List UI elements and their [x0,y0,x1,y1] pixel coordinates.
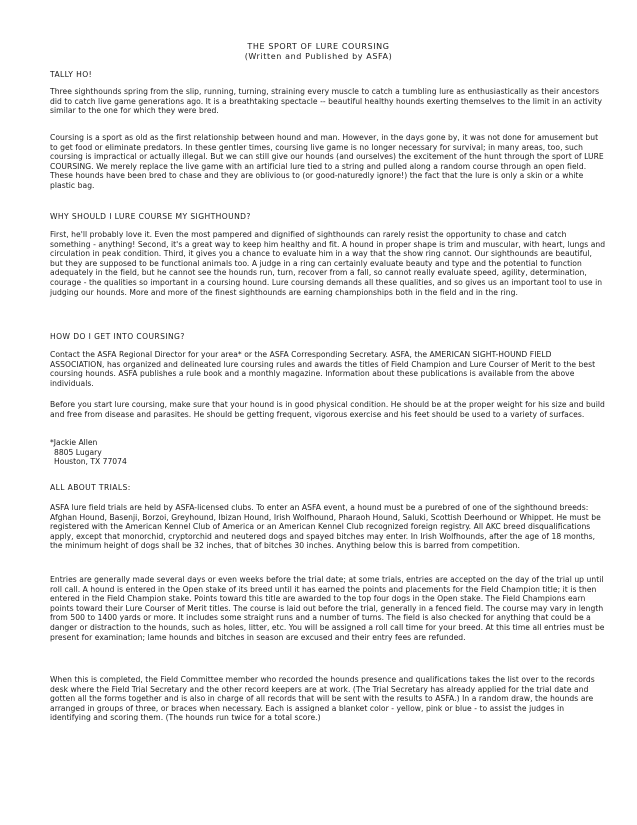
paragraph-history: Coursing is a sport as old as the first relationship between hound and man. However, in the days gone by, it was not done for amusement but to get food or eliminate predators. In these gentler times, coursing live game is no longer necessary for survival; in many areas, too, such coursing is impractical or actually illegal. But we can still give our hounds (and ourselves) the excitement of the hunt through the sport of LURE COURSING. We merely replace the live game with an artificial lure tied to a string and pulled along a random course through an open field. These hounds have been bred to chase and they are oblivious to (or good-naturedly ignore!) the fact that the lure is only a skin or a white plastic bag. [50,133,604,190]
paragraph-draw: When this is completed, the Field Committee member who recorded the hounds presence and qualifications takes the list over to the records desk where the Field Trial Secretary and the other record keepers are at work. (The Trial Secretary has already applied for the trial date and gotten all the forms together and is also in charge of all records that will be sent with the results to ASFA.) In a random draw, the hounds are arranged in groups of three, or braces when necessary. Each is assigned a blanket color - yellow, pink or blue - to assist the judges in identifying and scoring them. (The hounds run twice for a total score.) [50,675,595,723]
contact-address [50,438,606,467]
document-title: THE SPORT OF LURE COURSING [247,42,390,51]
greeting: TALLY HO! [50,70,93,79]
document-subtitle: (Written and Published by ASFA) [244,52,393,61]
contact-name: *Jackie Allen [50,438,98,447]
heading-trials: ALL ABOUT TRIALS: [50,483,131,492]
heading-how: HOW DO I GET INTO COURSING? [50,332,185,341]
contact-city: Houston, TX 77074 [54,457,127,467]
paragraph-eligibility: ASFA lure field trials are held by ASFA-licensed clubs. To enter an ASFA event, a hound must be a purebred of one of the sighthound breeds: Afghan Hound, Basenji, Borzoi, Greyhound, Ibizan Hound, Irish Wolfhound, Pharaoh Hound, Saluki, Scottish Deerhound or Whippet. He must be registered with the American Kennel Club of America or an American Kennel Club recognized foreign registry. All AKC breed disqualifications apply, except that monorchid, cryptorchid and neutered dogs and spayed bitches may enter. In Irish Wolfhounds, after the age of 18 months, the minimum height of dogs shall be 32 inches, that of bitches 30 inches. Anything below this is barred from competition. [50,503,601,551]
paragraph-intro: Three sighthounds spring from the slip, running, turning, straining every muscle to catch a tumbling lure as enthusiastically as their ancestors did to catch live game generations ago. It is a breathtaking spectacle -- beautiful healthy hounds exerting themselves to the limit in an activity similar to the one for which they were bred. [50,87,603,116]
heading-why: WHY SHOULD I LURE COURSE MY SIGHTHOUND? [50,212,251,221]
paragraph-condition: Before you start lure coursing, make sure that your hound is in good physical condition. He should be at the proper weight for his size and build and free from disease and parasites. He should be getting frequent, vigorous exercise and his feet should be used to a variety of surfaces. [50,400,605,419]
paragraph-why: First, he'll probably love it. Even the most pampered and dignified of sighthounds can rarely resist the opportunity to chase and catch something - anything! Second, it's a great way to keep him healthy and fit. A hound in proper shape is trim and muscular, with heart, lungs and circulation in peak condition. Third, it gives you a chance to evaluate him in a way that the show ring cannot. Our sighthounds are beautiful, but they are supposed to be functional animals too. A judge in a ring can certainly evaluate beauty and type and the potential to function adequately in the field, but he cannot see the hounds run, turn, recover from a fall, so cannot really evaluate speed, agility, determination, courage - the qualities so important in a coursing hound. Lure coursing demands all these qualities, and so gives us an important tool to use in judging our hounds. More and more of the finest sighthounds are earning championships both in the field and in the ring. [50,230,606,297]
paragraph-how: Contact the ASFA Regional Director for your area* or the ASFA Corresponding Secretary. ASFA, the AMERICAN SIGHT-HOUND FIELD ASSOCIATION, has organized and delineated lure coursing rules and awards the titles of Field Champion and Lure Courser of Merit to the best coursing hounds. ASFA publishes a rule book and a monthly magazine. Information about these publications is available from the above individuals. [50,350,596,388]
paragraph-entries: Entries are generally made several days or even weeks before the trial date; at some trials, entries are accepted on the day of the trial up until roll call. A hound is entered in the Open stake of its breed until it has earned the points and placements for the Field Champion title; it is then entered in the Field Champion stake. Points toward this title are awarded to the top four dogs in the Open stake. The Field Champions earn points toward their Lure Courser of Merit titles. The course is laid out before the trial, generally in a fenced field. The course may vary in length from 500 to 1400 yards or more. It includes some straight runs and a number of turns. The field is also checked for anything that could be a danger or distraction to the hounds, such as holes, litter, etc. You will be assigned a roll call time for your breed. At this time all entries must be present for examination; lame hounds and bitches in season are excused and their entry fees are refunded. [50,575,605,642]
contact-street: 8805 Lugary [54,447,102,457]
